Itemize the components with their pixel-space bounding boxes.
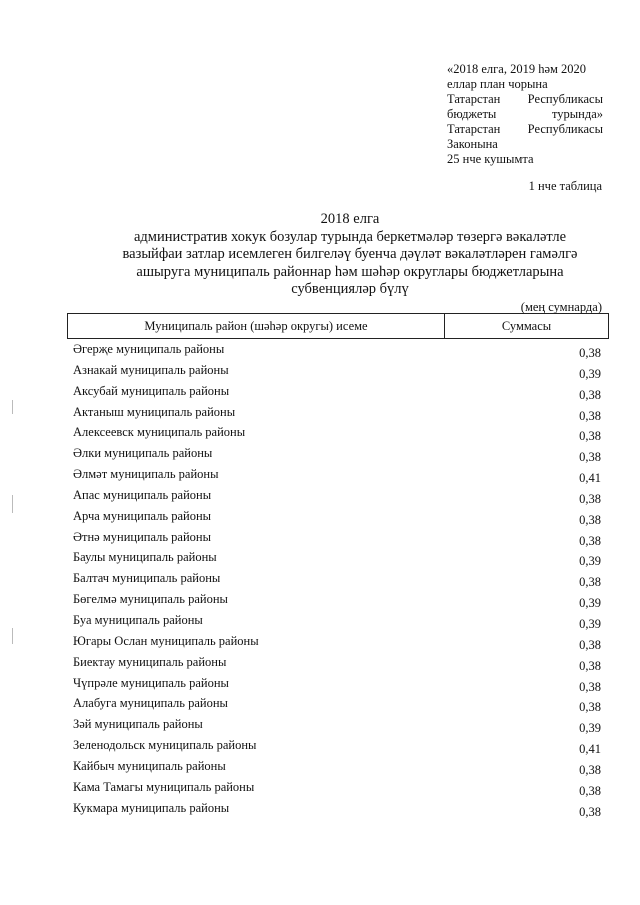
subvention-amount: 0,41 xyxy=(579,471,601,486)
table-row xyxy=(0,590,640,611)
subvention-amount: 0,39 xyxy=(579,721,601,736)
subvention-amount: 0,39 xyxy=(579,554,601,569)
appendix-note-line: Законына xyxy=(447,137,498,151)
appendix-note-line: «2018 елга, 2019 һәм 2020 xyxy=(447,62,587,76)
subvention-amount: 0,38 xyxy=(579,658,601,673)
table-row xyxy=(0,340,640,361)
district-name: Кайбыч муниципаль районы xyxy=(73,758,226,773)
table-row xyxy=(0,382,640,403)
district-name: Азнакай муниципаль районы xyxy=(73,362,229,377)
district-name: Чүпрәле муниципаль районы xyxy=(73,675,229,690)
district-name: Кама Тамагы муниципаль районы xyxy=(73,779,255,794)
table-row xyxy=(0,778,640,799)
title-line: 2018 елга xyxy=(320,211,380,227)
appendix-note-line: Татарстан Республикасы xyxy=(447,92,603,106)
table-body xyxy=(0,340,640,819)
table-header xyxy=(67,313,609,339)
district-name: Балтач муниципаль районы xyxy=(73,571,221,586)
table-row xyxy=(0,361,640,382)
title-line: административ хокук бозулар турында беркетмәләр төзергә вәкаләтле xyxy=(133,228,567,245)
subvention-amount: 0,38 xyxy=(579,346,601,360)
table-row xyxy=(0,465,640,486)
district-name: Биектау муниципаль районы xyxy=(73,654,227,669)
subvention-amount: 0,38 xyxy=(579,533,601,548)
table-row xyxy=(0,423,640,444)
subvention-amount: 0,38 xyxy=(579,575,601,590)
district-name: Бөгелмә муниципаль районы xyxy=(73,592,228,607)
subvention-amount: 0,38 xyxy=(579,637,601,652)
table-row xyxy=(0,715,640,736)
subvention-amount: 0,38 xyxy=(579,762,601,777)
table-row xyxy=(0,444,640,465)
subvention-amount: 0,39 xyxy=(579,616,601,631)
title-line: ашыруга муниципаль районнар һәм шәһәр округлары бюджетларына xyxy=(136,263,564,280)
subvention-amount: 0,38 xyxy=(579,408,601,423)
table-row xyxy=(0,486,640,507)
appendix-note xyxy=(447,62,603,167)
district-name: Әлки муниципаль районы xyxy=(73,446,213,461)
column-header-sum: Суммасы xyxy=(501,318,552,333)
appendix-note-line: Татарстан Республикасы xyxy=(447,122,603,136)
table-row xyxy=(0,528,640,549)
column-header-name: Муниципаль район (шәһәр округы) исеме xyxy=(68,314,445,338)
title-line: вазыйфаи затлар исемлеген билгеләү буенча дәүләт вәкаләтләрен гамәлгә xyxy=(122,246,578,262)
table-row xyxy=(0,653,640,674)
subvention-amount: 0,38 xyxy=(579,387,601,402)
appendix-note-line: 25 нче кушымта xyxy=(447,152,534,166)
district-name: Алексеевск муниципаль районы xyxy=(73,425,246,440)
table-row xyxy=(0,736,640,757)
district-name: Зәй муниципаль районы xyxy=(73,717,203,732)
table-row xyxy=(0,757,640,778)
district-name: Апас муниципаль районы xyxy=(73,487,212,502)
district-name: Аксубай муниципаль районы xyxy=(73,383,230,398)
table-row xyxy=(0,694,640,715)
subvention-amount: 0,38 xyxy=(579,512,601,527)
table-row xyxy=(0,403,640,424)
subvention-amount: 0,38 xyxy=(579,679,601,694)
table-row xyxy=(0,632,640,653)
document-title xyxy=(90,211,610,299)
subvention-amount: 0,39 xyxy=(579,596,601,611)
appendix-note-line: бюджеты турында» xyxy=(447,107,603,121)
district-name: Зеленодольск муниципаль районы xyxy=(73,738,257,753)
subvention-amount: 0,38 xyxy=(579,450,601,465)
district-name: Әлмәт муниципаль районы xyxy=(73,467,219,482)
title-line: субвенцияләр бүлү xyxy=(291,281,409,297)
district-name: Югары Ослан муниципаль районы xyxy=(73,633,259,648)
table-row xyxy=(0,611,640,632)
appendix-note-line: еллар план чорына xyxy=(447,77,548,91)
subvention-amount: 0,41 xyxy=(579,742,601,757)
subvention-amount: 0,38 xyxy=(579,700,601,715)
subvention-amount: 0,38 xyxy=(579,783,601,798)
district-name: Буа муниципаль районы xyxy=(73,612,203,627)
units-label: (мең сумнарда) xyxy=(520,300,602,314)
district-name: Актаныш муниципаль районы xyxy=(73,404,236,419)
district-name: Алабуга муниципаль районы xyxy=(73,696,228,711)
table-number: 1 нче таблица xyxy=(528,179,602,193)
table-row xyxy=(0,548,640,569)
district-name: Баулы муниципаль районы xyxy=(73,550,217,565)
district-name: Арча муниципаль районы xyxy=(73,508,212,523)
subvention-amount: 0,38 xyxy=(579,804,601,819)
district-name: Әтнә муниципаль районы xyxy=(73,529,212,544)
subvention-amount: 0,38 xyxy=(579,491,601,506)
district-name: Кукмара муниципаль районы xyxy=(73,800,230,815)
table-row xyxy=(0,799,640,820)
table-row xyxy=(0,569,640,590)
subvention-amount: 0,38 xyxy=(579,429,601,444)
table-row xyxy=(0,507,640,528)
subvention-amount: 0,39 xyxy=(579,366,601,381)
district-name: Әгерҗе муниципаль районы xyxy=(73,342,225,356)
table-row xyxy=(0,674,640,695)
